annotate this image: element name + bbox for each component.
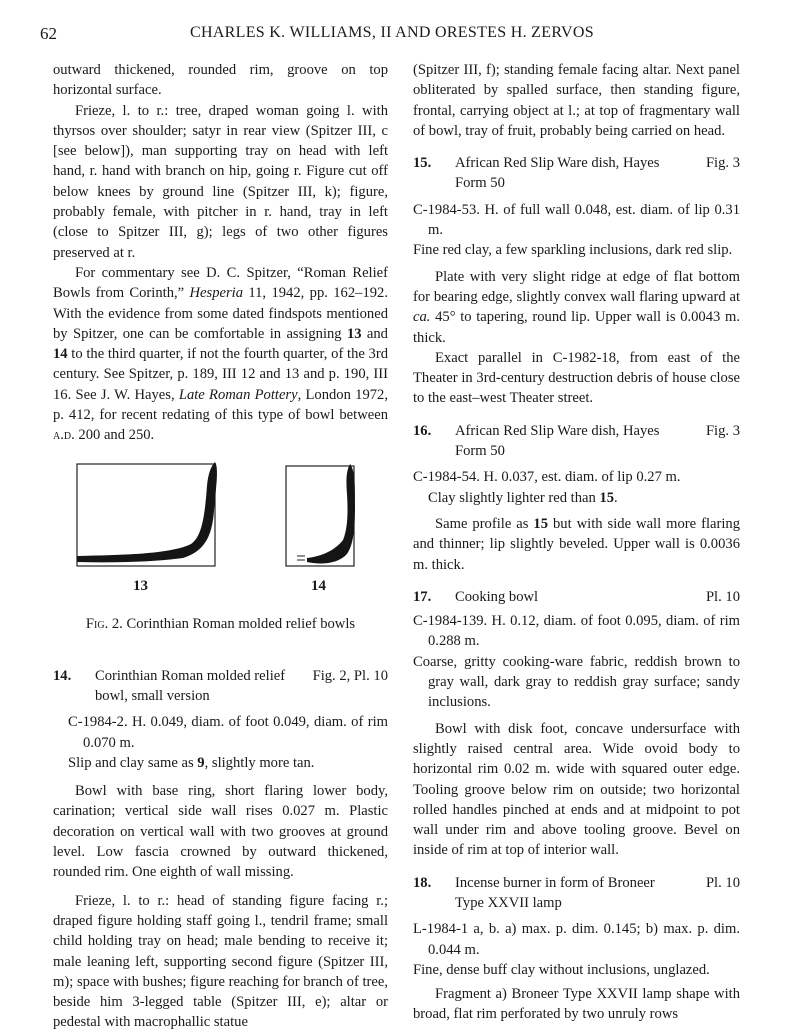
entry-number: 14. xyxy=(53,667,72,684)
clay-line: Fine, dense buff clay without inclusions, unglazed. xyxy=(413,961,710,978)
left-column xyxy=(53,60,388,1033)
paragraph: outward thickened, rounded rim, groove on top horizontal surface. xyxy=(53,62,388,99)
catalogue-entry-16 xyxy=(413,421,740,575)
profile-drawings xyxy=(53,456,388,606)
entry-title: Incense burner in form of Broneer Type XXVII lamp xyxy=(455,874,655,911)
entry-number: 15. xyxy=(413,155,432,172)
entry-title: Cooking bowl xyxy=(455,588,539,605)
figure-2 xyxy=(53,456,388,654)
parallel-note: Exact parallel in C-1982-18, from east of the Theater in 3rd-century destruction debris of house close to the east–west Theater street. xyxy=(413,349,740,407)
frieze-description: Frieze, l. to r.: head of standing figure facing r.; draped figure holding staff going l., tendril frame; small child holding tray on head; male bending to receive it; male leaning left, supporting second figure (Spitzer III, m); space with bushes; figure reaching for branch of tree, beside him 3-legged table (Spitzer III, e); altar or pedestal with macrophallic statue xyxy=(53,892,388,1031)
entry-heading xyxy=(413,421,740,462)
entry-number: 16. xyxy=(413,422,432,439)
description: Bowl with disk foot, concave undersurface with slightly raised central area. Wide ovoid body to horizontal rim 0.02 m. wide with squared outer edge. Tooling groove below rim on outside; two horizontal rolled handles pinched at ends and at midpoint to pot wall under rim and above tooling groove. Bevel on inside of rim at top of interior wall. xyxy=(413,720,740,859)
journal-title: Hesperia xyxy=(189,285,244,302)
running-header xyxy=(40,24,752,48)
page-number: 62 xyxy=(40,24,57,43)
figure-caption: Fig. 2. Corinthian Roman molded relief bowls xyxy=(85,615,356,632)
entry-heading xyxy=(413,153,740,194)
entry-number: 18. xyxy=(413,874,432,891)
figure-label-13: 13 xyxy=(133,577,148,594)
paragraph: (Spitzer III, f); standing female facing altar. Next panel obliterated by spalled surface, then standing figure, frontal, carrying object at l.; at top of fragmentary wall of bowl, tray of fruit, probably being carried on head. xyxy=(413,62,740,139)
catalogue-entry-18 xyxy=(413,873,740,1025)
clay-line: Coarse, gritty cooking-ware fabric, reddish brown to gray wall, dark gray to reddish gray surface; sandy inclusions. xyxy=(413,653,740,711)
paragraph: Frieze, l. to r.: tree, draped woman going l. with thyrsos over shoulder; satyr in rear view (Spitzer III, c [see below]), man supporting tray on head with left hand, r. hand with branch on hip, going r. Figure cut off below knees by ground line (Spitzer III, k); figure, probably female, with pitcher in r. hand, tray in left (close to Spitzer III, g); legs of two other figures preserved at r. xyxy=(53,102,388,261)
figure-label-14: 14 xyxy=(311,577,326,594)
entry-reference: Fig. 3 xyxy=(705,422,740,439)
description: Bowl with base ring, short flaring lower body, carination; vertical side wall rises 0.027 m. Plastic decoration on vertical wall with two grooves at ground level. Low fascia crowned by outward thickened, rounded rim. One eighth of wall missing. xyxy=(53,783,388,881)
entry-reference: Pl. 10 xyxy=(705,588,740,605)
description: Plate with very slight ridge at edge of flat bottom for bearing edge, slightly convex wall flaring upward at ca. 45° to tapering, round lip. Upper wall is 0.0043 m. thick. xyxy=(413,268,740,346)
description: Fragment a) Broneer Type XXVII lamp shape with broad, flat rim perforated by two unruly rows xyxy=(413,986,740,1023)
entry-title: Corinthian Roman molded relief bowl, small version xyxy=(95,667,286,704)
profile-14 xyxy=(286,464,355,566)
entry-reference: Fig. 2, Pl. 10 xyxy=(312,667,388,684)
description: Same profile as 15 but with side wall more flaring and thinner; lip slightly beveled. Upper wall is 0.0036 m. thick. xyxy=(413,515,740,573)
inventory-line: C-1984-139. H. 0.12, diam. of foot 0.095, diam. of rim 0.288 m. xyxy=(413,613,740,650)
book-title: Late Roman Pottery xyxy=(178,386,298,403)
entry-reference: Fig. 3 xyxy=(705,155,740,172)
entry-reference: Pl. 10 xyxy=(705,874,740,891)
clay-line: Clay slightly lighter red than 15. xyxy=(428,489,618,506)
catalogue-entry-17 xyxy=(413,587,740,861)
catalogue-entry-14 xyxy=(53,666,388,1033)
entry-heading xyxy=(413,587,740,607)
inventory-line: C-1984-2. H. 0.049, diam. of foot 0.049, diam. of rim 0.070 m. xyxy=(68,714,388,751)
catalogue-entry-15 xyxy=(413,153,740,409)
running-title: CHARLES K. WILLIAMS, II AND ORESTES H. ZERVOS xyxy=(190,24,594,41)
profile-13 xyxy=(77,462,217,566)
commentary-paragraph: For commentary see D. C. Spitzer, “Roman Relief Bowls from Corinth,” Hesperia 11, 1942, pp. 162–192. With the evidence from some dated findspots mentioned by Spitzer, one can be comfortable in assigning 13 and 14 to the third quarter, if not the fourth quarter, of the 3rd century. See Spitzer, p. 189, III 12 and 13 and p. 190, III 16. See J. W. Hayes, Late Roman Pottery, London 1972, p. 412, for recent redating of this type of bowl between a.d. 200 and 250. xyxy=(53,264,388,444)
entry-number: 17. xyxy=(413,588,432,605)
entry-title: African Red Slip Ware dish, Hayes Form 50 xyxy=(455,422,660,460)
clay-line: Fine red clay, a few sparkling inclusions, dark red slip. xyxy=(413,242,733,259)
entry-heading xyxy=(413,873,740,914)
right-column xyxy=(413,60,740,1025)
inventory-line: C-1984-53. H. of full wall 0.048, est. diam. of lip 0.31 m. xyxy=(413,201,740,239)
entry-heading xyxy=(53,666,388,707)
entry-title: African Red Slip Ware dish, Hayes Form 50 xyxy=(455,155,660,192)
clay-line: Slip and clay same as 9, slightly more tan. xyxy=(68,754,315,771)
inventory-line: C-1984-54. H. 0.037, est. diam. of lip 0.27 m. xyxy=(413,469,681,486)
inventory-line: L-1984-1 a, b. a) max. p. dim. 0.145; b) max. p. dim. 0.044 m. xyxy=(413,921,740,958)
